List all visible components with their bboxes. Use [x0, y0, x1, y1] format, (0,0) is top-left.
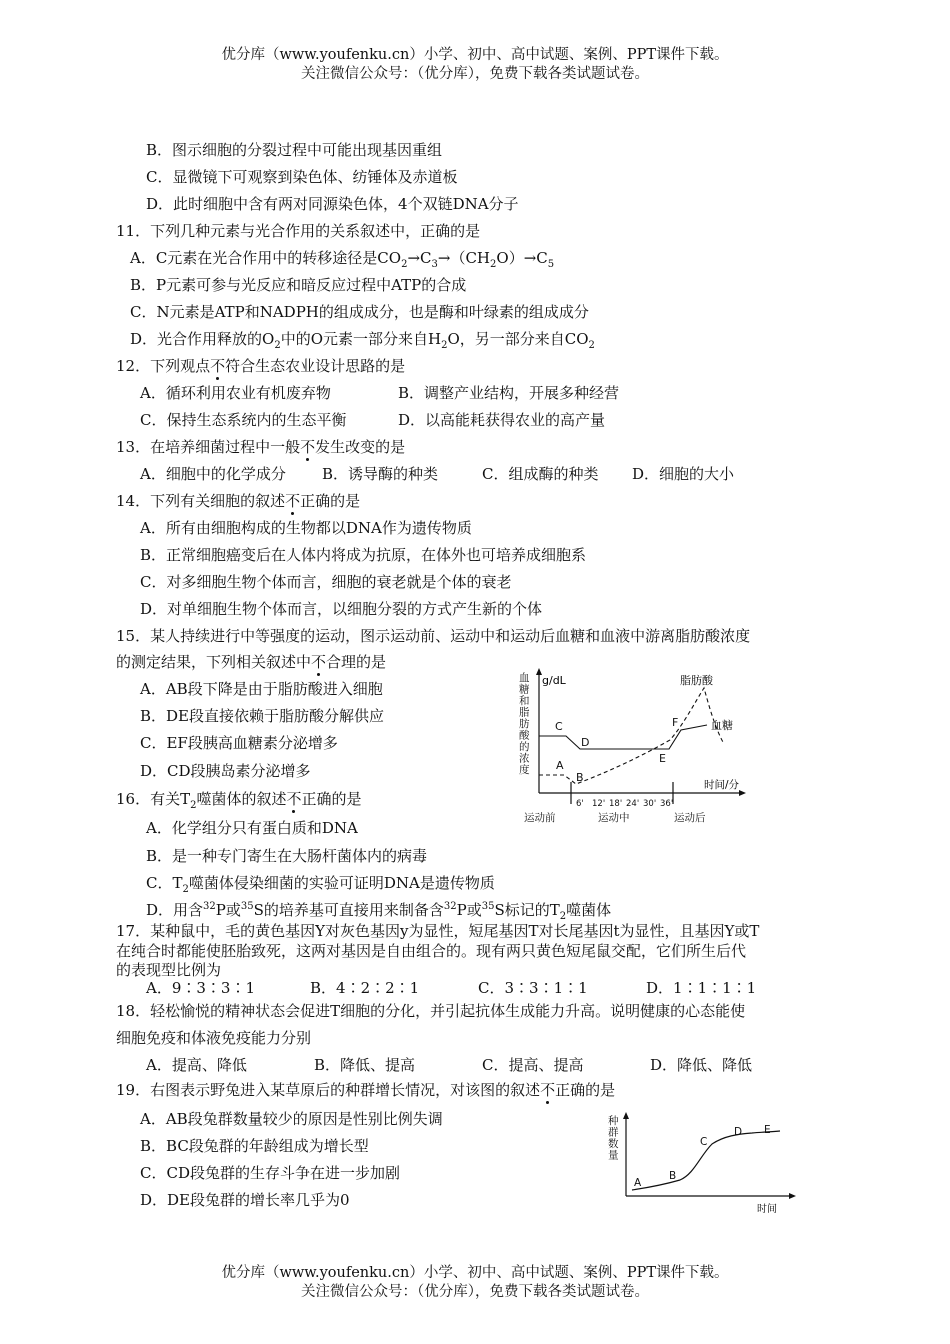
q12-option-d: D．以高能耗获得农业的高产量 [398, 411, 606, 429]
q17-option-b: B．4∶2∶2∶1 [310, 979, 420, 997]
q16-option-b: B．是一种专门寄生在大肠杆菌体内的病毒 [146, 847, 428, 865]
population-growth-chart [602, 1110, 802, 1220]
q14-option-c: C．对多细胞生物个体而言，细胞的衰老就是个体的衰老 [140, 573, 512, 591]
q11-option-b: B．P元素可参与光反应和暗反应过程中ATP的合成 [130, 276, 467, 294]
chart1-y-arrow [536, 668, 542, 675]
chart1-ylabel-char: 酸 [519, 729, 530, 742]
blood-sugar-line [539, 725, 707, 749]
chart2-y-arrow [623, 1112, 629, 1119]
q12-option-b: B．调整产业结构，开展多种经营 [398, 384, 620, 402]
blood-sugar-fatty-acid-chart [512, 664, 752, 826]
q18-stem-1: 18．轻松愉悦的精神状态会促进T细胞的分化，并引起抗体生成能力升高。说明健康的心态能使 [116, 1002, 746, 1020]
chart1-tick-4: 30' [643, 799, 657, 809]
q17-option-c: C．3∶3∶1∶1 [478, 979, 588, 997]
q15-option-c: C．EF段胰高血糖素分泌增多 [140, 734, 338, 752]
q14-stem: 14．下列有关细胞的叙述不正确的是 [116, 492, 361, 510]
q15-option-d: D．CD段胰岛素分泌增多 [140, 762, 311, 780]
chart1-ylabel-char: 糖 [519, 683, 530, 696]
q19-option-d: D．DE段兔群的增长率几乎为0 [140, 1191, 350, 1209]
chart1-tick-5: 36' [660, 799, 674, 809]
chart1-ylabel [519, 672, 530, 776]
chart1-ticks [576, 799, 673, 809]
q19-option-b: B．BC段兔群的年龄组成为增长型 [140, 1137, 369, 1155]
q15-option-b: B．DE段直接依赖于脂肪酸分解供应 [140, 707, 385, 725]
q14-option-b: B．正常细胞癌变后在人体内将成为抗原，在体外也可培养成细胞系 [140, 546, 587, 564]
q16-option-d: D．用含$^{32}$P或$^{35}$S的培养基可直接用来制备含$^{32}$P或$^{35}$S标记的$T_2$噬菌体 [146, 901, 612, 922]
chart1-ylabel-char: 肪 [519, 718, 530, 730]
q10-option-b: B．图示细胞的分裂过程中可能出现基因重组 [146, 141, 443, 159]
chart1-ylabel-char: 的 [519, 741, 530, 753]
q11-option-d: D．光合作用释放的$O_2$中的O元素一部分来自$H_2O$，另一部分来自$CO_2$ [130, 330, 595, 351]
chart2-ylabel-char: 数 [608, 1138, 619, 1150]
q14-option-a: A．所有由细胞构成的生物都以DNA作为遗传物质 [140, 519, 472, 537]
chart1-tick-3: 24' [626, 799, 640, 809]
q14-option-d: D．对单细胞生物个体而言，以细胞分裂的方式产生新的个体 [140, 600, 543, 618]
q11-option-c: C．N元素是ATP和NADPH的组成成分，也是酶和叶绿素的组成成分 [130, 303, 589, 321]
q17-stem-1: 17．某种鼠中，毛的黄色基因Y对灰色基因y为显性，短尾基因T对长尾基因t为显性，且基因Y或T [116, 922, 760, 940]
fatty-acid-label: 脂肪酸 [680, 674, 713, 687]
q18-option-d: D．降低、降低 [650, 1056, 753, 1074]
chart1-tick-0: 6' [576, 799, 584, 809]
chart1-point-B: B [576, 771, 584, 784]
q12-stem: 12．下列观点不符合生态农业设计思路的是 [116, 357, 406, 375]
q18-option-a: A．提高、降低 [146, 1056, 247, 1074]
q17-stem-3: 的表现型比例为 [116, 961, 222, 979]
chart2-ylabel-char: 量 [608, 1149, 619, 1162]
chart1-ylabel-char: 浓 [519, 752, 530, 765]
footer-line-2: 关注微信公众号：（优分库），免费下载各类试题试卷。 [301, 1284, 649, 1300]
q16-stem: 16．有关$T_2$噬菌体的叙述不正确的是 [116, 790, 362, 811]
chart1-phase-1: 运动中 [598, 812, 630, 824]
q16-option-a: A．化学组分只有蛋白质和DNA [146, 819, 358, 837]
q17-stem-2: 在纯合时都能使胚胎致死，这两对基因是自由组合的。现有两只黄色短尾鼠交配，它们所生后代 [116, 942, 747, 960]
chart2-point-E: E [764, 1124, 771, 1136]
q13-option-c: C．组成酶的种类 [482, 465, 599, 483]
chart2-point-C: C [700, 1136, 708, 1148]
q11-option-a: A．C元素在光合作用中的转移途径是$CO_2\to C_3\to(CH_2O)\to C_5$ [130, 249, 555, 270]
q13-option-a: A．细胞中的化学成分 [140, 465, 286, 483]
chart1-ylabel-char: 血 [519, 672, 530, 684]
chart1-point-E: E [659, 752, 666, 765]
q18-option-c: C．提高、提高 [482, 1056, 584, 1074]
q12-option-c: C．保持生态系统内的生态平衡 [140, 411, 347, 429]
q19-stem: 19．右图表示野兔进入某草原后的种群增长情况，对该图的叙述不正确的是 [116, 1081, 616, 1099]
q15-stem-1: 15．某人持续进行中等强度的运动，图示运动前、运动中和运动后血糖和血液中游离脂肪酸浓度 [116, 627, 751, 645]
chart1-ylabel-char: 脂 [519, 706, 530, 719]
q15-stem-2: 的测定结果，下列相关叙述中不合理的是 [116, 653, 387, 671]
chart1-point-F: F [672, 716, 679, 729]
chart1-ylabel-char: 度 [519, 764, 530, 776]
q18-option-b: B．降低、提高 [314, 1056, 416, 1074]
footer-line-1: 优分库（www.youfenku.cn）小学、初中、高中试题、案例、PPT课件下载。 [221, 1265, 729, 1281]
chart2-x-arrow [789, 1193, 796, 1199]
q17-option-a: A．9∶3∶3∶1 [146, 979, 256, 997]
chart1-point-labels [555, 716, 678, 784]
chart1-phase-2: 运动后 [674, 812, 706, 824]
blood-sugar-label: 血糖 [711, 719, 733, 732]
chart1-tick-1: 12' [592, 799, 606, 809]
chart1-ylabel-char: 和 [519, 695, 530, 707]
chart1-unit: g/dL [542, 674, 566, 687]
chart2-ylabel-char: 种 [608, 1115, 619, 1127]
q16-option-c: C．$T_2$噬菌体侵染细菌的实验可证明DNA是遗传物质 [146, 874, 495, 895]
header-line-1: 优分库（www.youfenku.cn）小学、初中、高中试题、案例、PPT课件下载。 [221, 47, 729, 63]
q13-option-b: B．诱导酶的种类 [322, 465, 439, 483]
q12-option-a: A．循环利用农业有机废弃物 [140, 384, 331, 402]
chart1-phases [524, 811, 706, 824]
q17-option-d: D．1∶1∶1∶1 [646, 979, 757, 997]
q10-option-c: C．显微镜下可观察到染色体、纺锤体及赤道板 [146, 168, 458, 186]
header-line-2: 关注微信公众号：（优分库），免费下载各类试题试卷。 [301, 66, 649, 82]
chart1-x-arrow [739, 790, 746, 796]
q15-option-a: A．AB段下降是由于脂肪酸进入细胞 [140, 680, 383, 698]
q19-option-a: A．AB段兔群数量较少的原因是性别比例失调 [140, 1110, 443, 1128]
chart2-xlabel: 时间 [757, 1204, 777, 1215]
q19-option-c: C．CD段兔群的生存斗争在进一步加剧 [140, 1164, 400, 1182]
q11-stem: 11．下列几种元素与光合作用的关系叙述中，正确的是 [116, 222, 481, 240]
q18-stem-2: 细胞免疫和体液免疫能力分别 [116, 1029, 312, 1047]
chart1-point-A: A [556, 759, 564, 772]
chart1-point-C: C [555, 720, 563, 733]
q10-option-d: D．此时细胞中含有两对同源染色体，4个双链DNA分子 [146, 195, 519, 213]
chart1-tick-2: 18' [609, 799, 623, 809]
chart1-phase-0: 运动前 [524, 812, 556, 824]
chart2-point-A: A [634, 1177, 642, 1189]
chart2-point-D: D [734, 1126, 743, 1138]
chart2-ylabel [608, 1114, 619, 1162]
chart2-ylabel-char: 群 [608, 1126, 619, 1139]
q13-stem: 13．在培养细菌过程中一般不发生改变的是 [116, 438, 406, 456]
q13-option-d: D．细胞的大小 [632, 465, 735, 483]
chart1-xlabel: 时间/分 [704, 779, 740, 791]
chart1-point-D: D [581, 736, 590, 749]
chart2-point-B: B [669, 1170, 677, 1182]
